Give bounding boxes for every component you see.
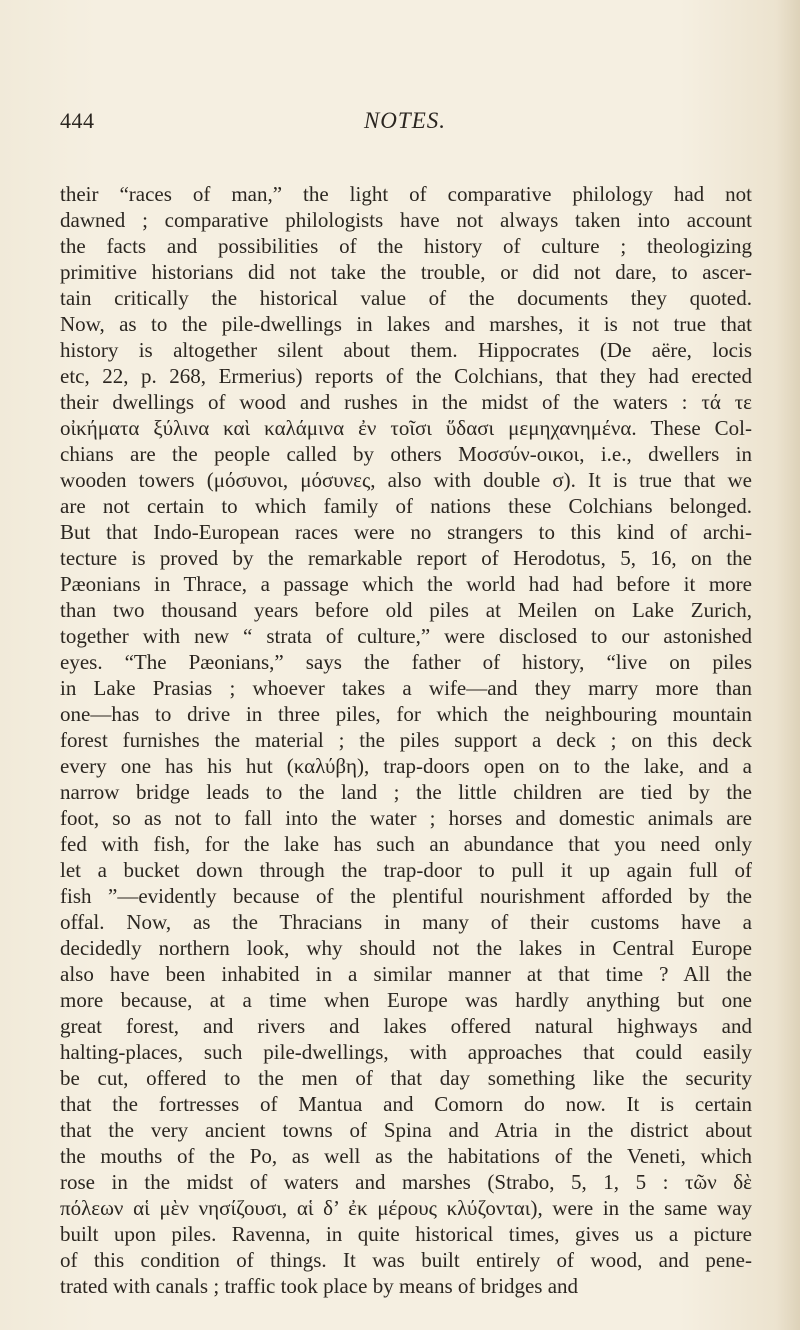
text-line: fed with fish, for the lake has such an abundance that you need only [60,832,752,856]
text-line: forest furnishes the material ; the piles support a deck ; on this deck [60,728,752,752]
text-line: be cut, offered to the men of that day something like the security [60,1066,752,1090]
text-line: every one has his hut (καλύβη), trap-doors open on to the lake, and a [60,754,752,778]
text-line: etc, 22, p. 268, Ermerius) reports of the Colchians, that they had erected [60,364,752,388]
text-line: narrow bridge leads to the land ; the little children are tied by the [60,780,752,804]
text-line: that the fortresses of Mantua and Comorn do now. It is certain [60,1092,752,1116]
text-line: οἰκήματα ξύλινα καὶ καλάμινα ἐν τοῖσι ὕδασι μεμηχανημένα. These Col- [60,416,752,440]
text-line: Now, as to the pile-dwellings in lakes and marshes, it is not true that [60,312,752,336]
text-line: trated with canals ; traffic took place by means of bridges and [60,1274,579,1298]
text-line: together with new “ strata of culture,” were disclosed to our astonished [60,624,752,648]
text-line: more because, at a time when Europe was hardly anything but one [60,988,752,1012]
text-line: than two thousand years before old piles at Meilen on Lake Zurich, [60,598,752,622]
text-line: fish ”—evidently because of the plentiful nourishment afforded by the [60,884,752,908]
text-line: But that Indo-European races were no strangers to this kind of archi- [60,520,752,544]
text-line: wooden towers (μόσυνοι, μόσυνες, also with double σ). It is true that we [60,468,752,492]
text-line: that the very ancient towns of Spina and Atria in the district about [60,1118,752,1142]
page-title: NOTES. [363,108,447,133]
text-line: chians are the people called by others Μοσσύν-οικοι, i.e., dwellers in [60,442,752,466]
notes-body [60,181,752,1299]
text-line: great forest, and rivers and lakes offered natural highways and [60,1014,752,1038]
text-line: history is altogether silent about them. Hippocrates (De aëre, locis [60,338,752,362]
running-head [60,108,750,148]
text-line: their dwellings of wood and rushes in the midst of the waters : τά τε [60,390,752,414]
text-line: are not certain to which family of nations these Colchians belonged. [60,494,752,518]
text-line: the mouths of the Po, as well as the habitations of the Veneti, which [60,1144,752,1168]
text-line: their “races of man,” the light of comparative philology had not [60,182,752,206]
text-line: one—has to drive in three piles, for which the neighbouring mountain [60,702,752,726]
text-line: πόλεων αἱ μὲν νησίζουσι, αἱ δ’ ἐκ μέρους κλύζονται), were in the same way [60,1196,752,1220]
text-line: built upon piles. Ravenna, in quite historical times, gives us a picture [60,1222,752,1246]
text-line: the facts and possibilities of the history of culture ; theologizing [60,234,752,258]
text-line: primitive historians did not take the trouble, or did not dare, to ascer- [60,260,752,284]
text-line: let a bucket down through the trap-door to pull it up again full of [60,858,752,882]
text-line: in Lake Prasias ; whoever takes a wife—and they marry more than [60,676,752,700]
text-line: rose in the midst of waters and marshes (Strabo, 5, 1, 5 : τῶν δὲ [60,1170,752,1194]
page-number: 444 [60,108,95,133]
text-line: also have been inhabited in a similar manner at that time ? All the [60,962,752,986]
text-line: tain critically the historical value of the documents they quoted. [60,286,752,310]
text-line: Pæonians in Thrace, a passage which the world had had before it more [60,572,752,596]
text-line: foot, so as not to fall into the water ; horses and domestic animals are [60,806,752,830]
text-line: halting-places, such pile-dwellings, with approaches that could easily [60,1040,752,1064]
text-line: offal. Now, as the Thracians in many of their customs have a [60,910,752,934]
text-line: dawned ; comparative philologists have not always taken into account [60,208,752,232]
text-line: of this condition of things. It was built entirely of wood, and pene- [60,1248,752,1272]
text-line: eyes. “The Pæonians,” says the father of history, “live on piles [60,650,752,674]
text-line: tecture is proved by the remarkable report of Herodotus, 5, 16, on the [60,546,752,570]
text-line: decidedly northern look, why should not the lakes in Central Europe [60,936,752,960]
